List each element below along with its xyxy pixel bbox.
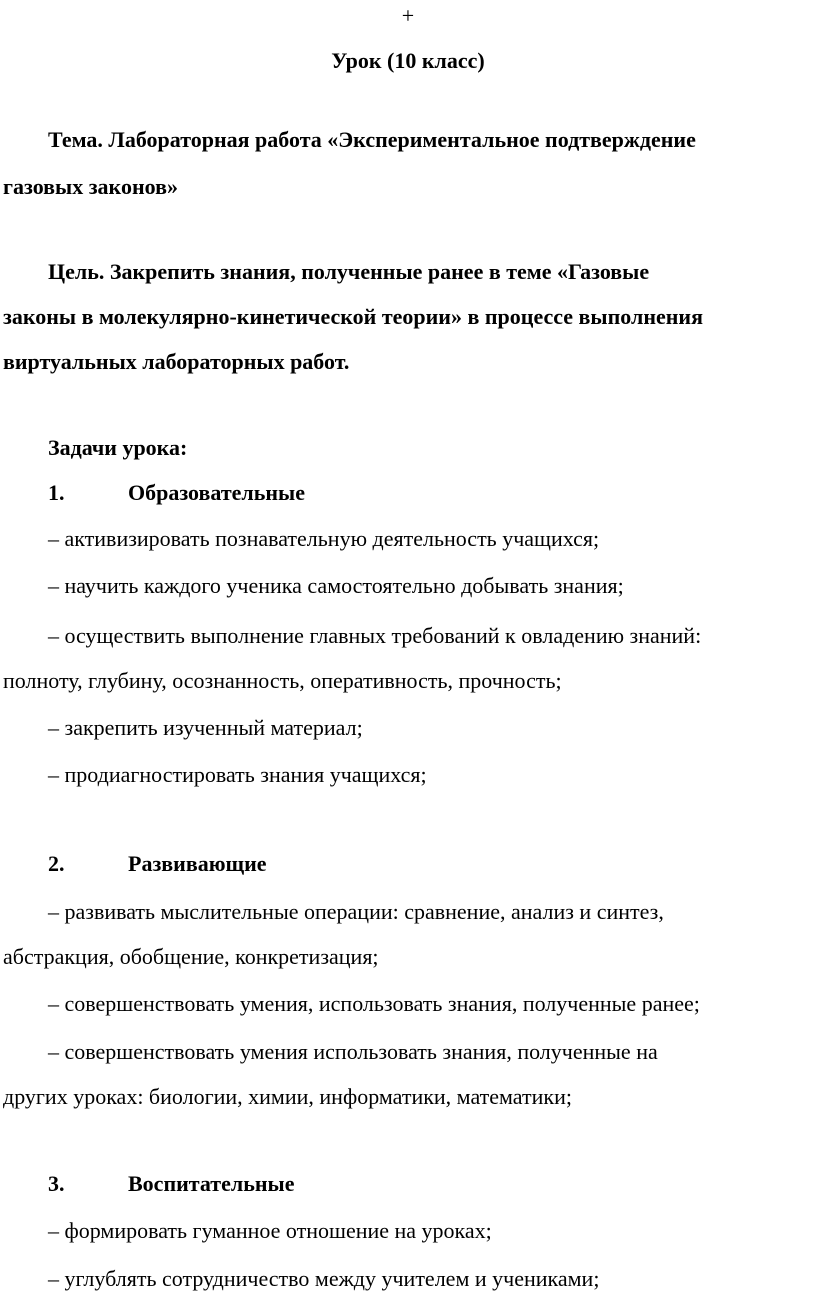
topic-line-1: Тема. Лабораторная работа «Экспериментальное подтверждение [48,127,696,152]
section-heading: Развивающие [128,851,267,876]
list-item: – активизировать познавательную деятельность учащихся; [48,526,600,551]
section-heading: Образовательные [128,480,305,505]
list-item: – научить каждого ученика самостоятельно добывать знания; [48,573,624,598]
list-item: – формировать гуманное отношение на уроках; [48,1218,492,1243]
topic-line-2: газовых законов» [3,174,178,199]
section-number: 2. [48,851,65,876]
section-number: 1. [48,480,65,505]
lesson-title: Урок (10 класс) [331,48,485,73]
list-item-continuation: других уроках: биологии, химии, информатики, математики; [3,1084,572,1109]
list-item-continuation: полноту, глубину, осознанность, оперативность, прочность; [3,668,562,693]
list-item: – продиагностировать знания учащихся; [48,762,427,787]
list-item: – углублять сотрудничество между учителем и учениками; [48,1266,600,1291]
tasks-heading: Задачи урока: [48,435,188,460]
list-item: – осуществить выполнение главных требований к овладению знаний: [48,623,702,648]
section-heading: Воспитательные [128,1171,295,1196]
goal-line-1: Цель. Закрепить знания, полученные ранее в теме «Газовые [48,259,650,284]
goal-line-3: виртуальных лабораторных работ. [3,349,350,374]
list-item: – совершенствовать умения, использовать знания, полученные ранее; [48,991,700,1016]
list-item: – закрепить изученный материал; [48,715,363,740]
list-item: – совершенствовать умения использовать знания, полученные на [48,1039,658,1064]
goal-line-2: законы в молекулярно-кинетической теории» в процессе выполнения [3,304,704,329]
plus-mark: + [401,3,415,28]
list-item: – развивать мыслительные операции: сравнение, анализ и синтез, [48,899,664,924]
list-item-continuation: абстракция, обобщение, конкретизация; [3,944,379,969]
section-number: 3. [48,1171,65,1196]
